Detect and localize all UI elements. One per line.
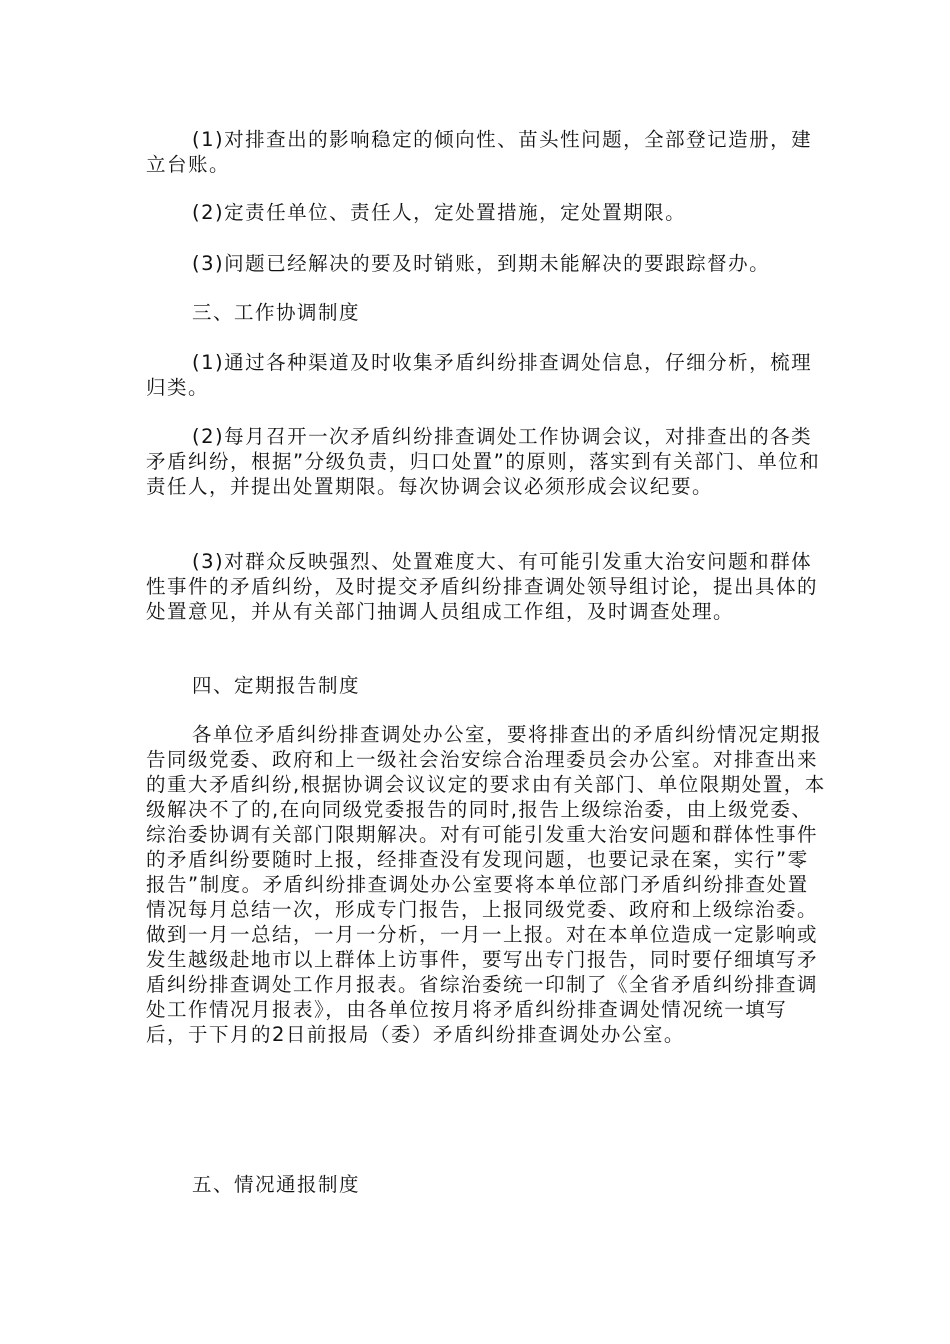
section-heading-3: 三、工作协调制度 [192,301,361,324]
paragraph-6: (3)对群众反映强烈、处置难度大、有可能引发重大治安问题和群体性事件的矛盾纠纷，及时提交矛盾纠纷排查调处领导组讨论，提出具体的处置意见，并从有关部门抽调人员组成工作组，及时调查处理。 [146,550,819,623]
section-heading-5: 五、情况通报制度 [192,1173,361,1196]
paragraph-1: (1)对排查出的影响稳定的倾向性、苗头性问题，全部登记造册，建立台账。 [146,128,813,176]
paragraph-2: (2)定责任单位、责任人，定处置措施，定处置期限。 [192,201,687,224]
section-heading-4: 四、定期报告制度 [192,674,361,697]
paragraph-4: (1)通过各种渠道及时收集矛盾纠纷排查调处信息，仔细分析，梳理归类。 [146,351,813,399]
paragraph-7: 各单位矛盾纠纷排查调处办公室，要将排查出的矛盾纠纷情况定期报告同级党委、政府和上一级社会治安综合治理委员会办公室。对排查出来的重大矛盾纠纷,根据协调会议议定的要求由有关部门、单位限期处置，本级解决不了的,在向同级党委报告的同时,报告上级综治委，由上级党委、综治委协调有关部门限期解决。对有可能引发重大治安问题和群体性事件的矛盾纠纷要随时上报，经排查没有发现问题，也要记录在案，实行”零报告”制度。矛盾纠纷排查调处办公室要将本单位部门矛盾纠纷排查处置情况每月总结一次，形成专门报告，上报同级党委、政府和上级综治委。做到一月一总结，一月一分析，一月一上报。对在本单位造成一定影响或发生越级赴地市以上群体上访事件，要写出专门报告，同时要仔细填写矛盾纠纷排查调处工作月报表。省综治委统一印制了《全省矛盾纠纷排查调处工作情况月报表》，由各单位按月将矛盾纠纷排查调处情况统一填写后，于下月的2日前报局（委）矛盾纠纷排查调处办公室。 [146,723,826,1046]
paragraph-3: (3)问题已经解决的要及时销账，到期未能解决的要跟踪督办。 [192,252,771,275]
paragraph-5: (2)每月召开一次矛盾纠纷排查调处工作协调会议，对排查出的各类矛盾纠纷，根据”分级负责，归口处置”的原则，落实到有关部门、单位和责任人，并提出处置期限。每次协调会议必须形成会议纪要。 [146,425,821,498]
